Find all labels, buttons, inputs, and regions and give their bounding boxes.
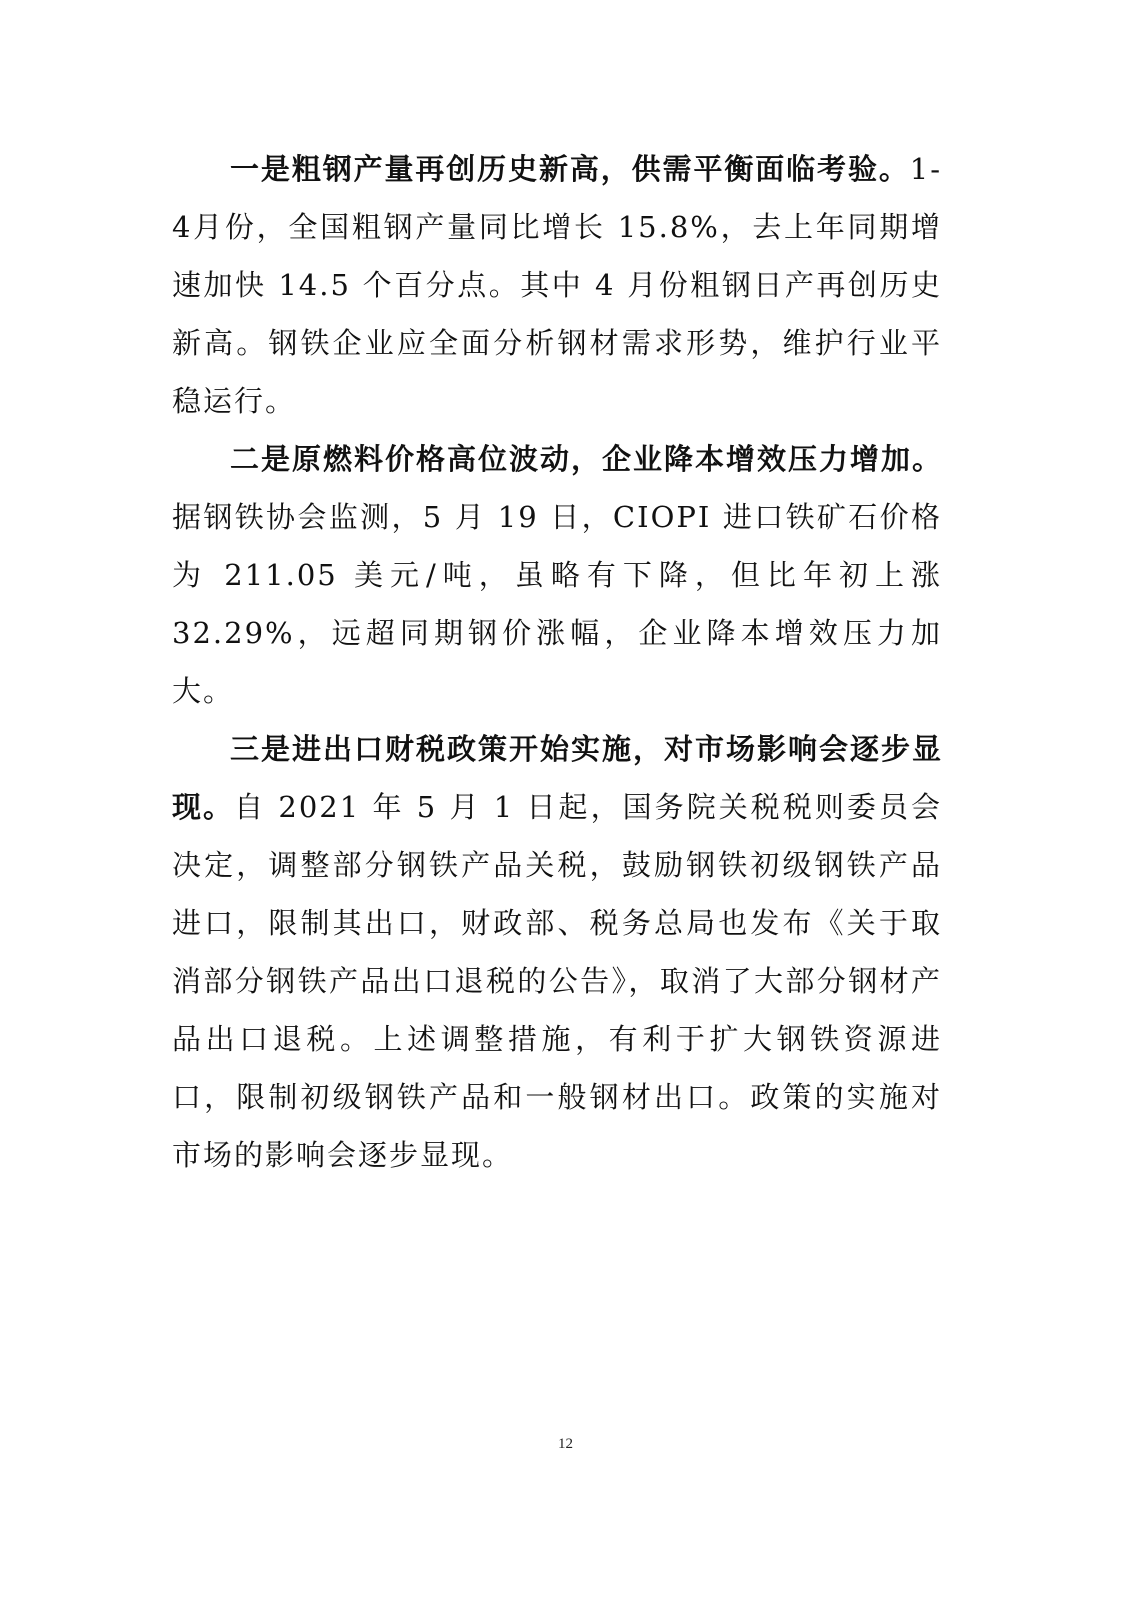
document-body <box>172 140 942 1184</box>
paragraph-heading: 一是粗钢产量再创历史新高，供需平衡面临考验。 <box>230 152 910 186</box>
page-number: 12 <box>558 1436 573 1452</box>
paragraph-heading: 二是原燃料价格高位波动，企业降本增效压力增加。 <box>230 442 942 476</box>
paragraph-text: 1-4月份，全国粗钢产量同比增长 15.8%，去上年同期增速加快 14.5 个百分点。其中 4 月份粗钢日产再创历史新高。钢铁企业应全面分析钢材需求形势，维护行业平稳运行。 <box>172 152 942 418</box>
paragraph-text: 自 2021 年 5 月 1 日起，国务院关税税则委员会决定，调整部分钢铁产品关税，鼓励钢铁初级钢铁产品进口，限制其出口，财政部、税务总局也发布《关于取消部分钢铁产品出口退税的公告》，取消了大部分钢材产品出口退税。上述调整措施，有利于扩大钢铁资源进口，限制初级钢铁产品和一般钢材出口。政策的实施对市场的影响会逐步显现。 <box>172 790 942 1172</box>
paragraph-crude-steel <box>172 140 942 430</box>
paragraph-text: 据钢铁协会监测，5 月 19 日，CIOPI 进口铁矿石价格为 211.05 美元/吨，虽略有下降，但比年初上涨 32.29%，远超同期钢价涨幅，企业降本增效压力加大。 <box>172 500 942 708</box>
paragraph-heading: 三是进出口财税政策开始实施，对市场影响会逐步显现。 <box>172 732 942 824</box>
paragraph-trade-tax-policy <box>172 720 942 1184</box>
paragraph-raw-material-prices <box>172 430 942 720</box>
